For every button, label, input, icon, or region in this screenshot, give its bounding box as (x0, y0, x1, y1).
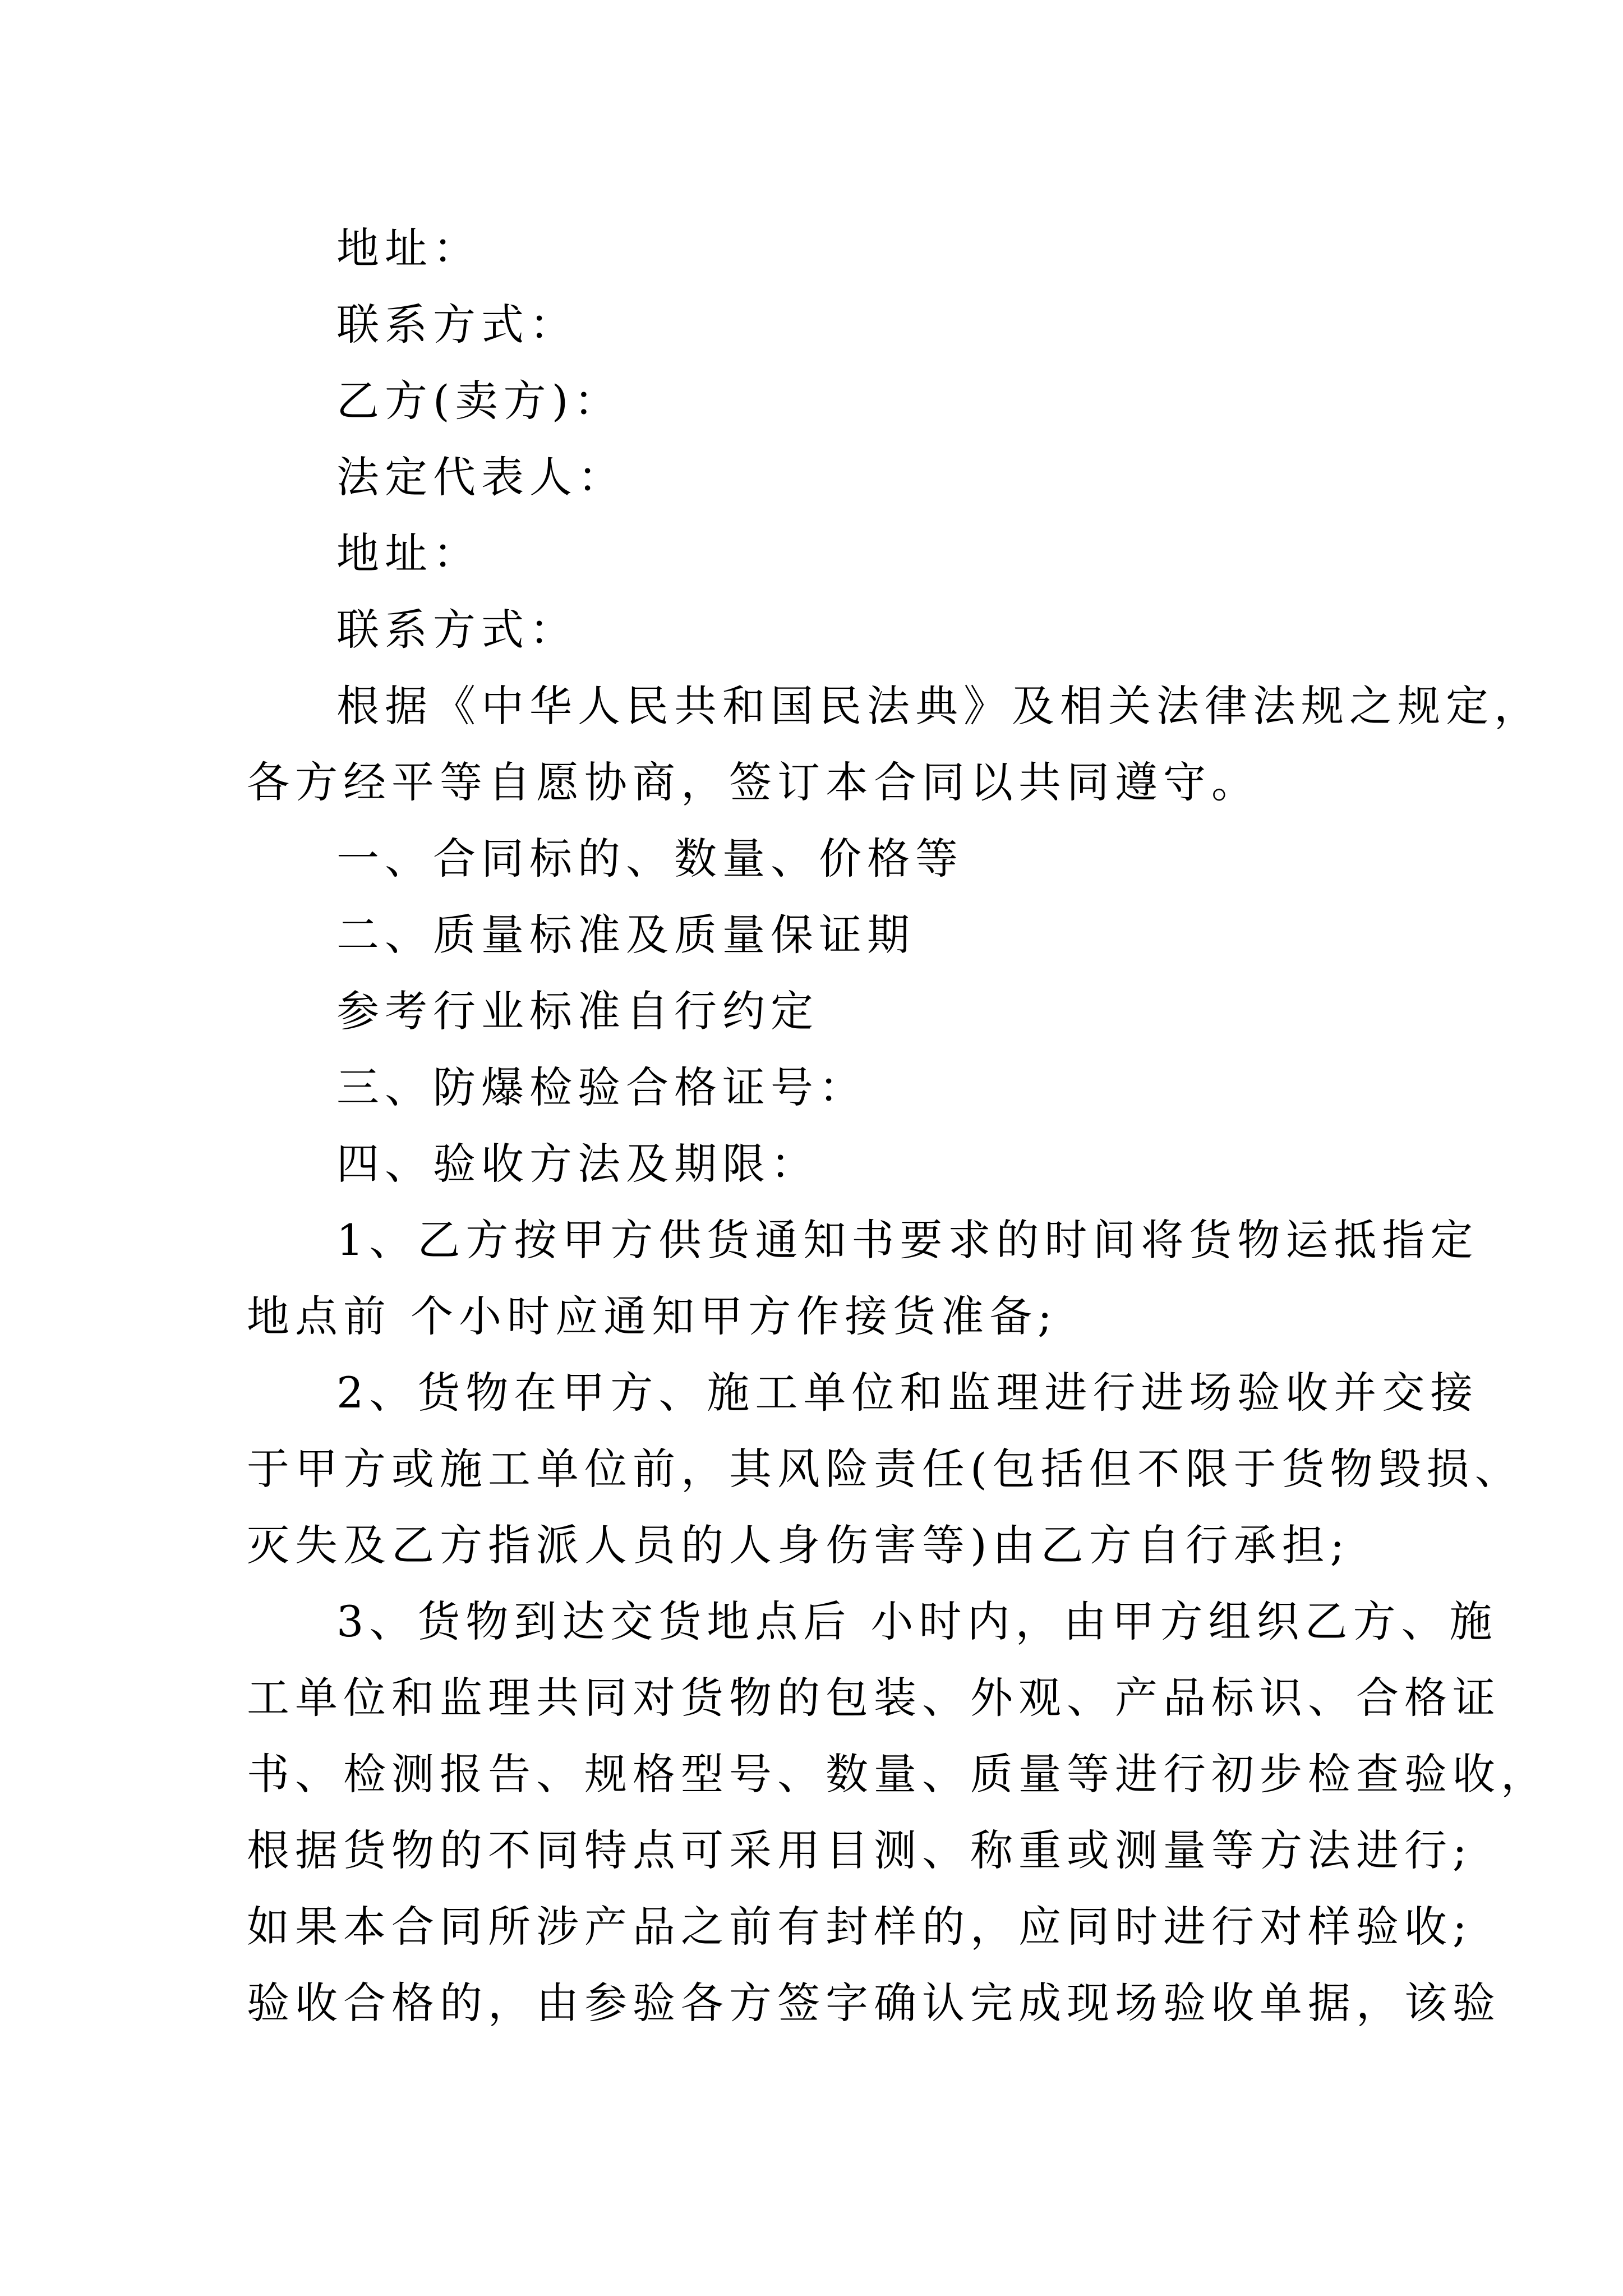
clause-2-line-3: 灭失及乙方指派人员的人身伤害等)由乙方自行承担; (247, 1520, 1350, 1570)
party-b-contact-line: 联系方式： (336, 605, 578, 655)
party-b-seller-line: 乙方(卖方)： (336, 376, 623, 426)
clause-3-line-1: 3、货物到达交货地点后 小时内，由甲方组织乙方、施 (336, 1596, 1498, 1646)
preamble-line-2: 各方经平等自愿协商，签订本合同以共同遵守。 (247, 757, 1260, 807)
section-2-heading: 二、质量标准及质量保证期 (336, 910, 915, 960)
clause-3-line-2: 工单位和监理共同对货物的包装、外观、产品标识、合格证 (247, 1673, 1501, 1723)
clause-3-line-6: 验收合格的，由参验各方签字确认完成现场验收单据，该验 (247, 1978, 1501, 2028)
party-b-legal-rep-line: 法定代表人： (336, 452, 626, 502)
party-b-address-line: 地址： (336, 528, 481, 578)
clause-1-line-2: 地点前 个小时应通知甲方作接货准备; (247, 1291, 1058, 1341)
clause-3-line-5: 如果本合同所涉产品之前有封样的，应同时进行对样验收; (247, 1902, 1473, 1952)
clause-2-line-2: 于甲方或施工单位前，其风险责任(包括但不限于货物毁损、 (247, 1444, 1523, 1494)
section-3-heading: 三、防爆检验合格证号： (336, 1062, 867, 1112)
party-a-address-line: 地址： (336, 223, 481, 273)
contract-body (247, 210, 1549, 2041)
clause-2-line-1: 2、货物在甲方、施工单位和监理进行进场验收并交接 (336, 1368, 1479, 1418)
clause-3-line-4: 根据货物的不同特点可采用目测、称重或测量等方法进行; (247, 1825, 1473, 1875)
party-a-contact-line: 联系方式： (336, 300, 578, 349)
section-1-heading: 一、合同标的、数量、价格等 (336, 834, 963, 884)
clause-1-line-1: 1、乙方按甲方供货通知书要求的时间将货物运抵指定 (336, 1215, 1479, 1265)
preamble-line-1: 根据《中华人民共和国民法典》及相关法律法规之规定， (336, 681, 1542, 731)
clause-3-line-3: 书、检测报告、规格型号、数量、质量等进行初步检查验收， (247, 1749, 1549, 1799)
section-2-body: 参考行业标准自行约定 (336, 986, 819, 1036)
section-4-heading: 四、验收方法及期限： (336, 1139, 819, 1189)
